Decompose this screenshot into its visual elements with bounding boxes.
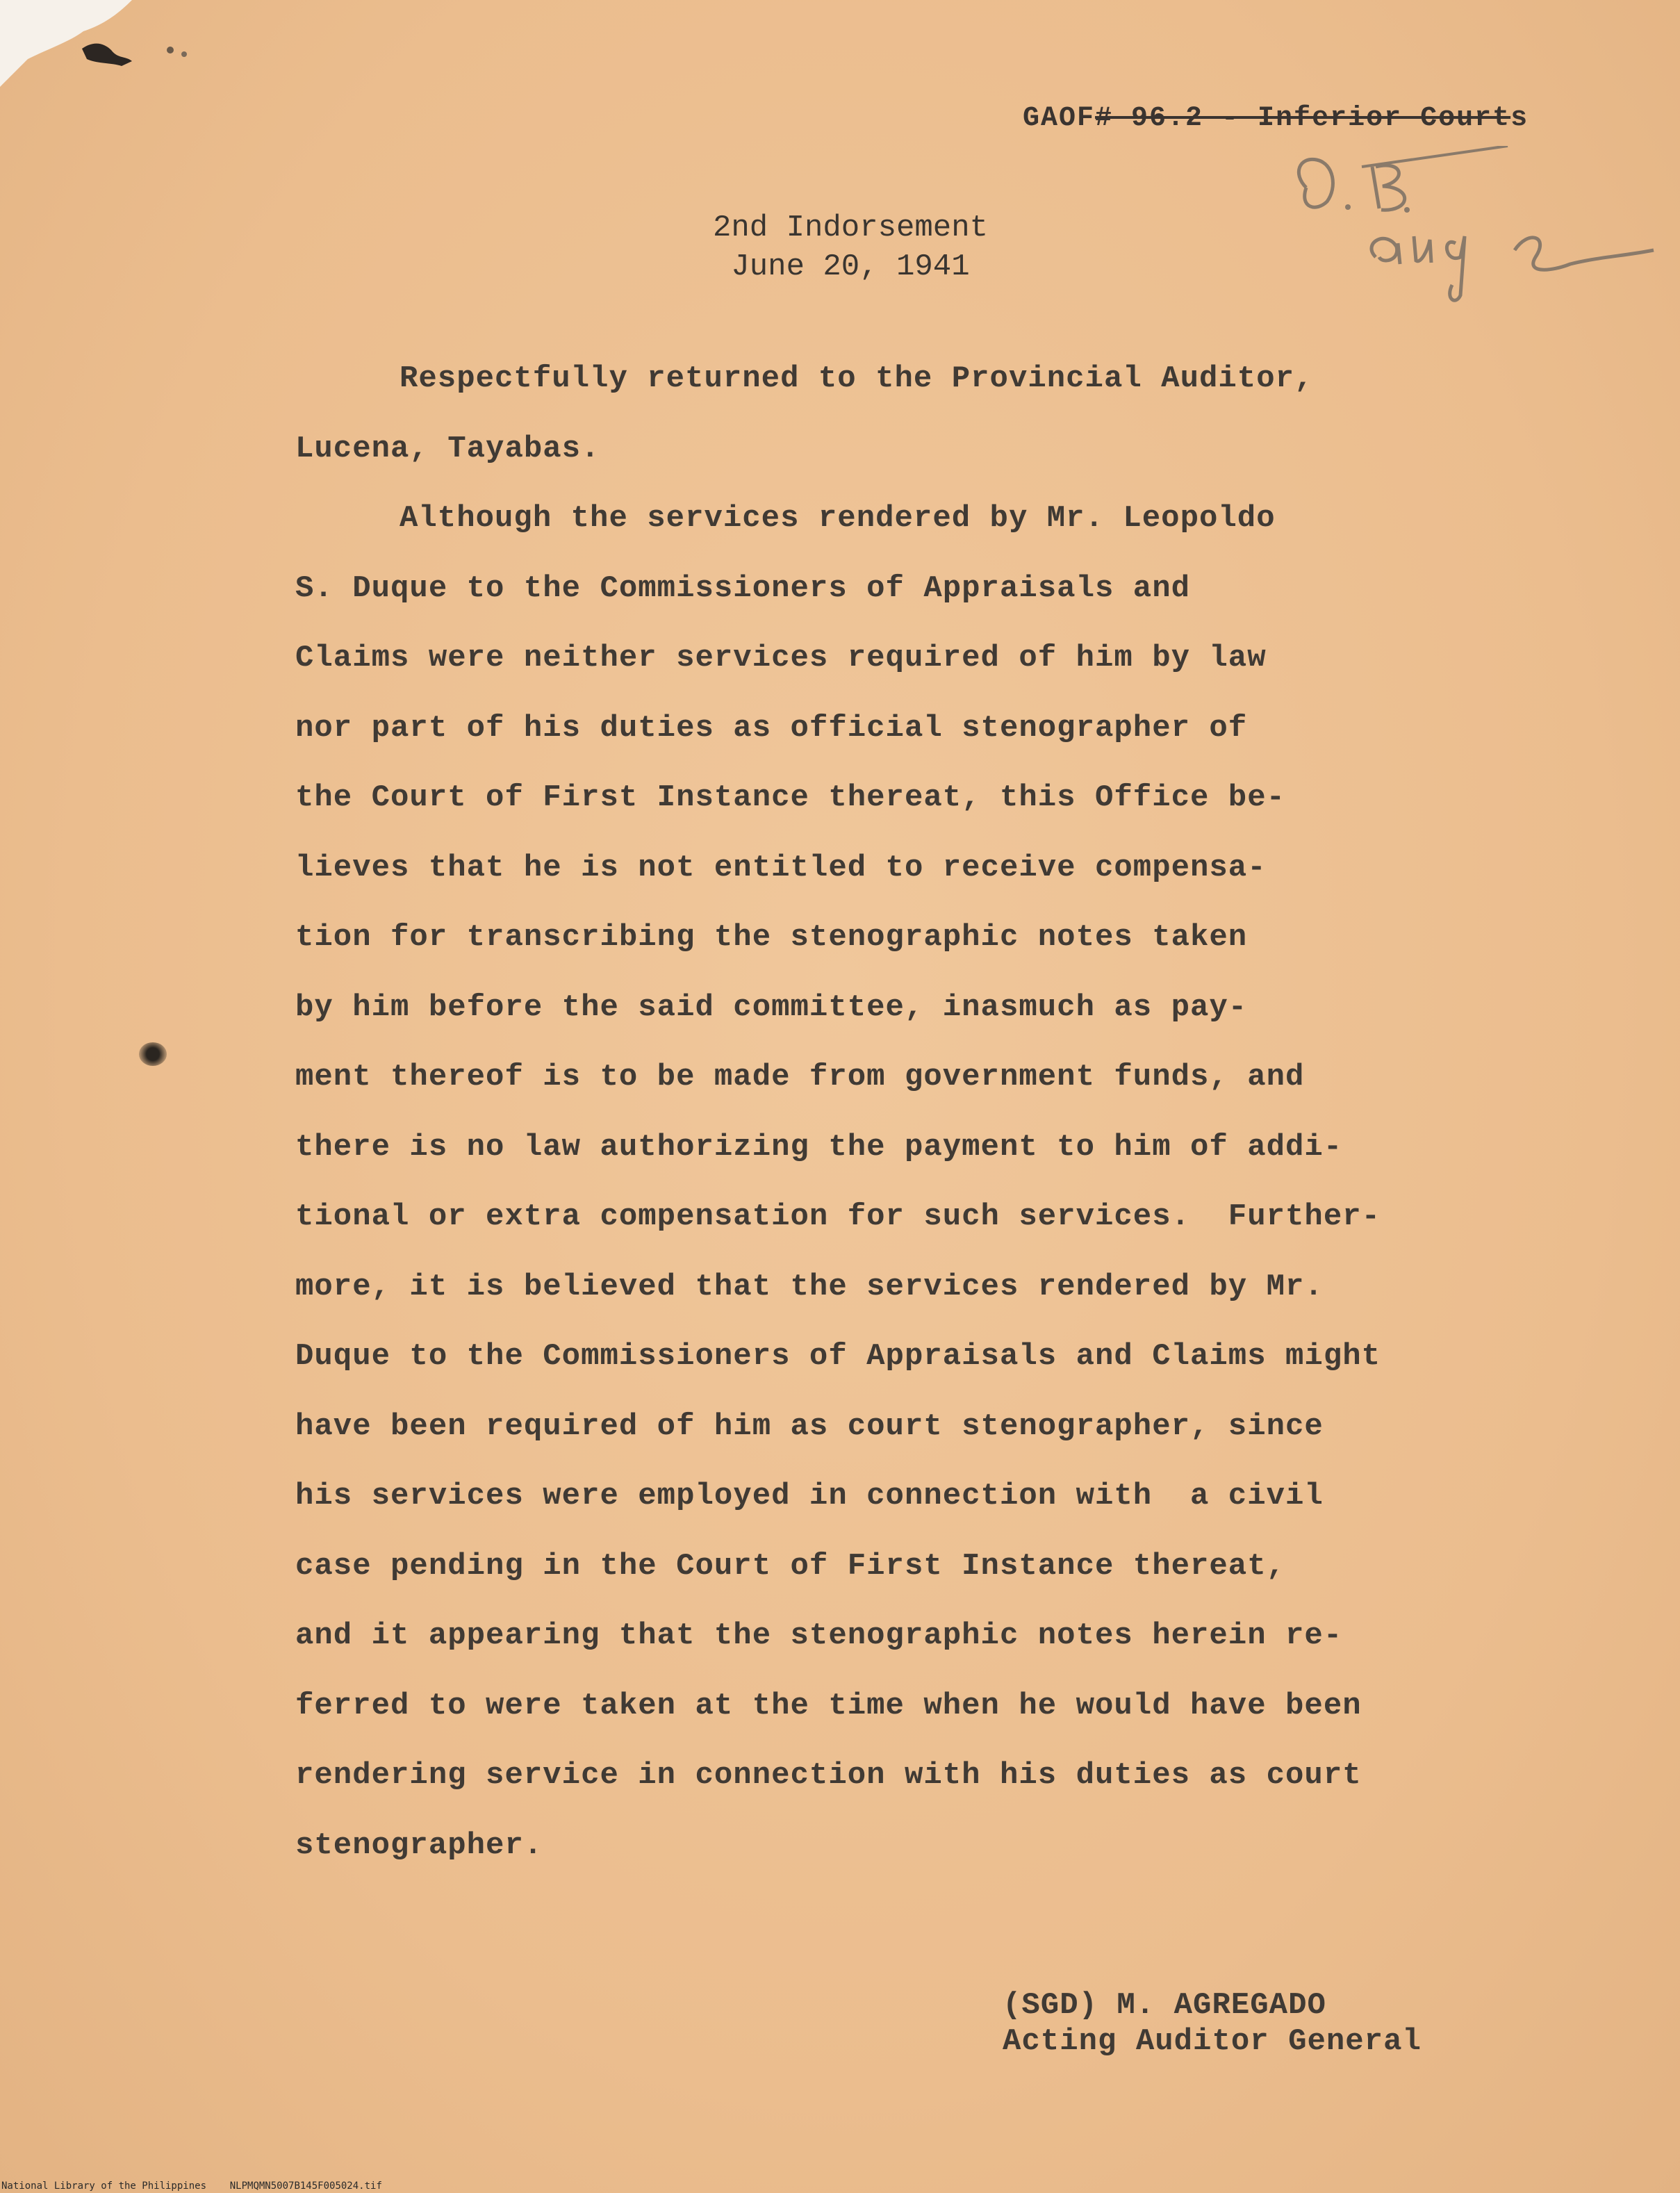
body-line: have been required of him as court stenographer, since <box>295 1408 1324 1444</box>
file-reference-prefix: GAOF <box>1023 103 1096 134</box>
body-line: his services were employed in connection with a civil <box>295 1479 1324 1513</box>
indorsement-heading <box>0 208 1680 286</box>
signature-block <box>1003 1987 1422 2060</box>
indorsement-label: 2nd Indorsement <box>712 211 989 245</box>
body-line: lieves that he is not entitled to receive compensa- <box>295 850 1267 885</box>
body-line: ment thereof is to be made from government funds, and <box>295 1060 1305 1094</box>
body-line: tion for transcribing the stenographic notes taken <box>295 920 1248 955</box>
file-reference <box>1023 103 1529 134</box>
body-line: Although the services rendered by Mr. Leopoldo <box>400 501 1276 536</box>
body-line: rendering service in connection with his duties as court <box>295 1758 1362 1793</box>
body-line: the Court of First Instance thereat, this Office be- <box>295 780 1286 815</box>
body-line: by him before the said committee, inasmuch as pay- <box>295 989 1248 1025</box>
body-line: more, it is believed that the services rendered by Mr. <box>295 1269 1324 1304</box>
body-line: S. Duque to the Commissioners of Appraisals and <box>295 570 1191 606</box>
body-line: nor part of his duties as official stenographer of <box>295 710 1248 746</box>
body-line: stenographer. <box>295 1828 543 1863</box>
body-line: ferred to were taken at the time when he would have been <box>295 1688 1362 1723</box>
torn-corner <box>0 0 222 90</box>
file-reference-struck: # 96.2 - Inferior Court <box>1095 103 1511 134</box>
body-line: and it appearing that the stenographic notes herein re- <box>295 1618 1343 1653</box>
archive-source: National Library of the Philippines <box>1 2180 207 2192</box>
body-line: there is no law authorizing the payment to him of addi- <box>295 1129 1343 1165</box>
file-reference-suffix: s <box>1510 103 1529 134</box>
ink-blot <box>139 1042 167 1066</box>
archive-footer <box>1 2180 382 2192</box>
signatory-title: Acting Auditor General <box>1003 2024 1422 2059</box>
signatory-name: (SGD) M. AGREGADO <box>1003 1988 1326 2023</box>
body-line: Claims were neither services required of him by law <box>295 641 1267 675</box>
letter-body <box>295 344 1381 1880</box>
body-line: Respectfully returned to the Provincial Auditor, <box>400 361 1314 396</box>
body-line: Duque to the Commissioners of Appraisals and Claims might <box>295 1339 1381 1374</box>
body-line: tional or extra compensation for such services. Further- <box>295 1199 1381 1234</box>
body-line: Lucena, Tayabas. <box>295 431 600 466</box>
indorsement-date: June 20, 1941 <box>731 249 970 284</box>
archive-file-id: NLPMQMN5007B145F005024.tif <box>229 2180 382 2192</box>
body-line: case pending in the Court of First Instance thereat, <box>295 1548 1286 1584</box>
